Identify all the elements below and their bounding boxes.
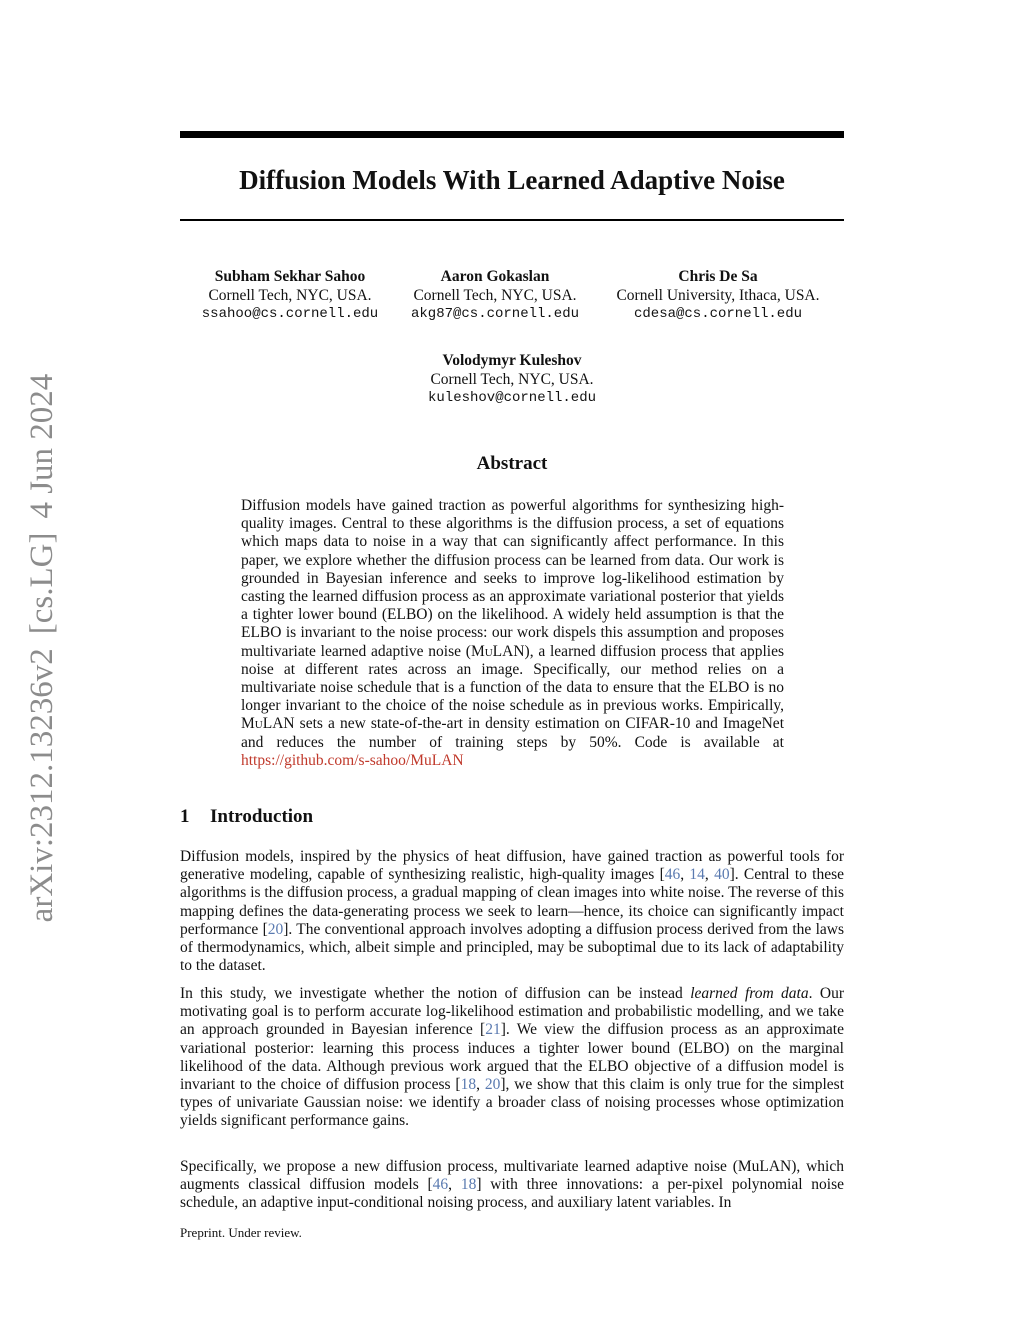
text-segment: , (704, 866, 715, 884)
citation-link[interactable]: 46 (432, 1176, 449, 1194)
citation-link[interactable]: 21 (485, 1021, 501, 1039)
author-email[interactable]: cdesa@cs.cornell.edu (633, 306, 803, 322)
citation-link[interactable]: 20 (267, 920, 284, 938)
author-block (392, 352, 632, 408)
author-email[interactable]: ssahoo@cs.cornell.edu (201, 306, 379, 322)
citation-link[interactable]: 20 (484, 1076, 501, 1094)
author-block (395, 268, 595, 324)
citation-link[interactable]: 18 (460, 1076, 477, 1094)
text-segment: Specifically, we propose a new diffusion process, multivariate learned adaptive noise (MuLAN), which augments classical diffusion models [ (180, 1158, 844, 1194)
intro-paragraph-1 (180, 848, 844, 975)
abstract-segment: ), a learned diffusion process that applies noise at different rates across an image. Specifically, our method relies on a multivariate noise schedule that is a function of the data to ensure that the ELBO is no longer invariant to the choice of the noise schedule as in previous works. Empirically, (241, 642, 784, 715)
author-block (600, 268, 836, 324)
text-segment: ] with three innovations: a per-pixel polynomial noise schedule, an adaptive input-conditional noising process, and auxiliary latent variables. In (180, 1176, 845, 1212)
mulan-acronym: MuLAN (470, 642, 525, 660)
text-segment: In this study, we investigate whether the notion of diffusion can be instead (180, 985, 691, 1002)
abstract-segment: sets a new state-of-the-art in density estimation on CIFAR-10 and ImageNet and reduces the number of training steps by 50%. Code is available at (241, 715, 784, 751)
author-block (190, 268, 390, 324)
citation-link[interactable]: 46 (664, 866, 681, 884)
section-number: 1 (180, 806, 190, 827)
footer-note: Preprint. Under review. (180, 1225, 302, 1240)
section-heading (180, 806, 313, 828)
text-segment: , (448, 1176, 461, 1194)
citation-link[interactable]: 40 (714, 866, 730, 884)
author-affiliation: Cornell University, Ithaca, USA. (616, 286, 820, 304)
citation-link[interactable]: 14 (689, 866, 705, 884)
arxiv-date: 4 Jun 2024 (24, 373, 60, 519)
intro-paragraph-2 (180, 985, 844, 1131)
arxiv-category: [cs.LG] (24, 532, 60, 635)
intro-paragraph-3 (180, 1158, 844, 1213)
arxiv-id: arXiv:2312.13236v2 (24, 648, 60, 923)
author-name: Aaron Gokaslan (440, 268, 550, 285)
emphasis-text: learned from data (690, 985, 809, 1002)
author-affiliation: Cornell Tech, NYC, USA. (413, 286, 577, 304)
text-segment: ], we show that this claim is only true for the simplest types of univariate Gaussian noise: we identify a broader class of noising processes whose optimization yields significant performance gains. (180, 1076, 845, 1130)
abstract-segment: Diffusion models have gained traction as powerful algorithms for synthesizing high-quality images. Central to these algorithms is the diffusion process, a set of equations which maps data to noise in a way that can significantly affect performance. In this paper, we explore whether the diffusion process can be learned from data. Our work is grounded in Bayesian inference and seeks to improve log-likelihood estimation by casting the learned diffusion process as an approximate variational posterior that yields a tighter lower bound (ELBO) on the likelihood. A widely held assumption is that the ELBO is invariant to the noise process: our work dispels this assumption and proposes multivariate learned adaptive noise ( (241, 497, 784, 660)
text-segment: , (680, 866, 690, 884)
arxiv-sidebar-stamp (22, 368, 62, 928)
text-segment: ]. Central to these algorithms is the diffusion process, a gradual mapping of clean images into white noise. The reverse of this mapping defines the data-generating process we seek to learn—hence, its choice can significantly impact performance [ (180, 866, 845, 938)
citation-link[interactable]: 18 (460, 1176, 477, 1194)
text-segment: , (476, 1076, 485, 1094)
title-rule-top (180, 131, 844, 138)
title-rule-bottom (180, 219, 844, 221)
text-segment: ]. The conventional approach involves adopting a diffusion process derived from the laws of thermodynamics, which, albeit simple and principled, may be suboptimal due to its lack of adaptability to the dataset. (180, 920, 844, 975)
author-name: Subham Sekhar Sahoo (214, 268, 366, 285)
paper-title: Diffusion Models With Learned Adaptive Noise (239, 165, 785, 195)
abstract-text (241, 497, 784, 770)
author-name: Volodymyr Kuleshov (442, 352, 582, 369)
text-segment: . Our motivating goal is to perform accurate log-likelihood estimation and probabilistic modelling, and we take an approach grounded in Bayesian inference [ (180, 985, 844, 1039)
author-affiliation: Cornell Tech, NYC, USA. (208, 286, 372, 304)
text-segment: ]. We view the diffusion process as an approximate variational posterior: learning this process induces a tighter lower bound (ELBO) on the marginal likelihood of the data. Although previous work argued that the ELBO objective of a diffusion model is invariant to the choice of diffusion process [ (180, 1021, 844, 1094)
mulan-acronym: MuLAN (241, 715, 295, 733)
author-email[interactable]: akg87@cs.cornell.edu (410, 306, 580, 322)
author-name: Chris De Sa (678, 268, 758, 285)
author-email[interactable]: kuleshov@cornell.edu (427, 390, 597, 406)
section-title: Introduction (210, 806, 314, 827)
abstract-heading: Abstract (476, 453, 548, 474)
author-affiliation: Cornell Tech, NYC, USA. (430, 370, 594, 388)
text-segment: Diffusion models, inspired by the physics of heat diffusion, have gained traction as powerful tools for generative modeling, capable of synthesizing realistic, high-quality images [ (180, 848, 844, 884)
code-link[interactable]: https://github.com/s-sahoo/MuLAN (241, 751, 464, 769)
